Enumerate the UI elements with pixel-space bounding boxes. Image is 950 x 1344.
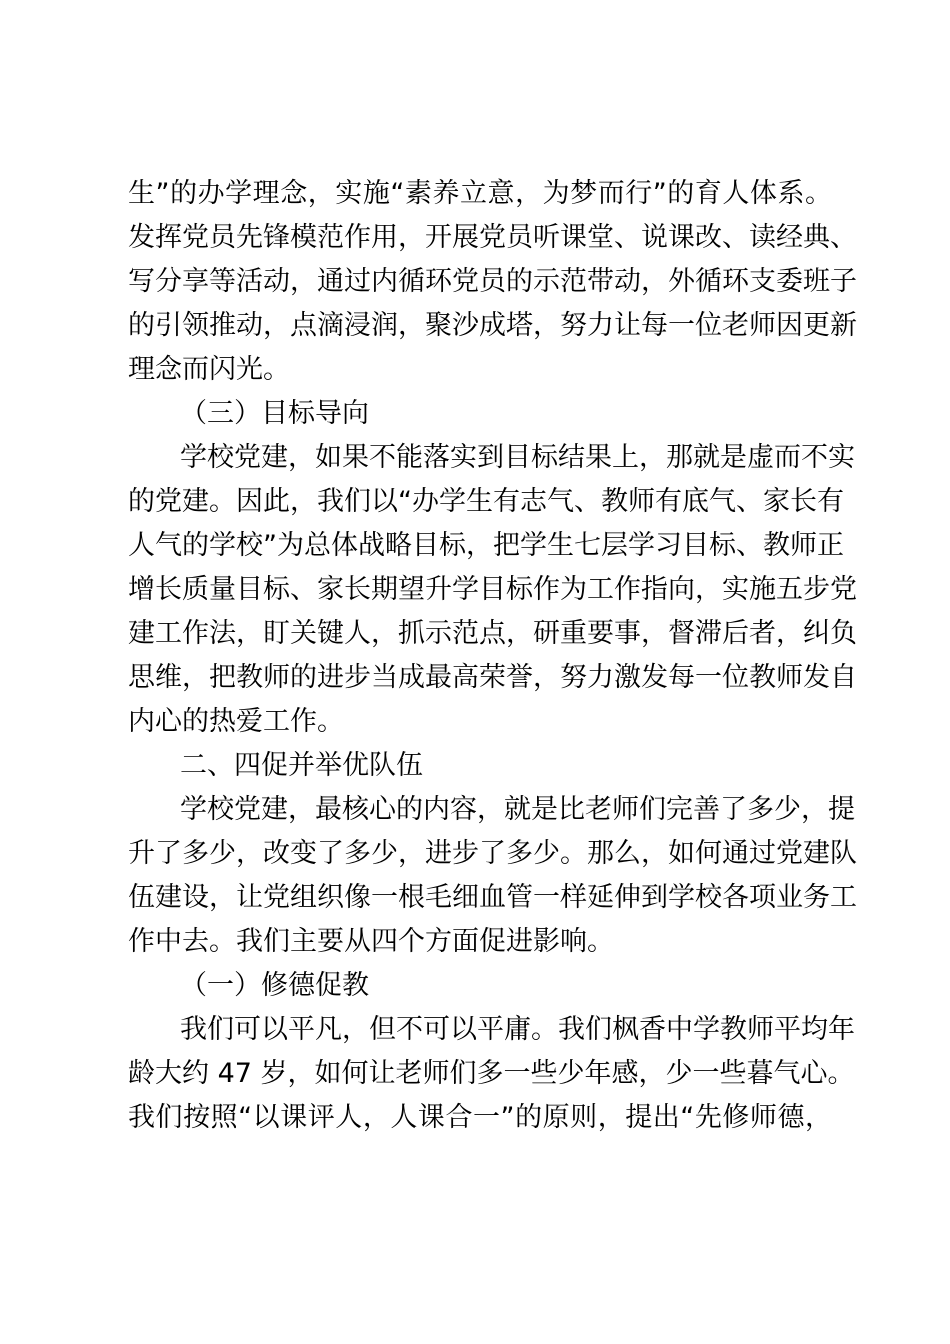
paragraph-line: 学校党建，如果不能落实到目标结果上，那就是虚而不实 — [180, 442, 855, 473]
paragraph-line: 人气的学校”为总体战略目标，把学生七层学习目标、教师正 — [128, 530, 844, 561]
section-heading: 二、四促并举优队伍 — [180, 750, 423, 781]
paragraph-line: 生”的办学理念，实施“素养立意，为梦而行”的育人体系。 — [128, 178, 832, 209]
paragraph-line: 我们可以平凡，但不可以平庸。我们枫香中学教师平均年 — [180, 1014, 855, 1045]
paragraph-line: 升了多少，改变了多少，进步了多少。那么，如何通过党建队 — [128, 838, 857, 869]
paragraph-line: 建工作法，盯关键人，抓示范点，研重要事，督滞后者，纠负 — [128, 618, 857, 649]
section-heading: （一）修德促教 — [180, 970, 369, 1001]
paragraph-line: 的引领推动，点滴浸润，聚沙成塔，努力让每一位老师因更新 — [128, 310, 857, 341]
paragraph-line: 内心的热爱工作。 — [128, 706, 344, 737]
paragraph-line: 发挥党员先锋模范作用，开展党员听课堂、说课改、读经典、 — [128, 222, 857, 253]
paragraph-line: 写分享等活动，通过内循环党员的示范带动，外循环支委班子 — [128, 266, 857, 297]
paragraph-line: 理念而闪光。 — [128, 354, 290, 385]
paragraph-line: 龄大约 47 岁，如何让老师们多一些少年感，少一些暮气心。 — [128, 1058, 855, 1089]
section-heading: （三）目标导向 — [180, 398, 369, 429]
paragraph-line: 的党建。因此，我们以“办学生有志气、教师有底气、家长有 — [128, 486, 844, 517]
paragraph-line: 学校党建，最核心的内容，就是比老师们完善了多少，提 — [180, 794, 855, 825]
paragraph-line: 作中去。我们主要从四个方面促进影响。 — [128, 926, 614, 957]
paragraph-line: 思维，把教师的进步当成最高荣誉，努力激发每一位教师发自 — [128, 662, 857, 693]
paragraph-line: 伍建设，让党组织像一根毛细血管一样延伸到学校各项业务工 — [128, 882, 857, 913]
paragraph-line: 我们按照“以课评人，人课合一”的原则，提出“先修师德， — [128, 1102, 832, 1133]
paragraph-line: 增长质量目标、家长期望升学目标作为工作指向，实施五步党 — [128, 574, 857, 605]
